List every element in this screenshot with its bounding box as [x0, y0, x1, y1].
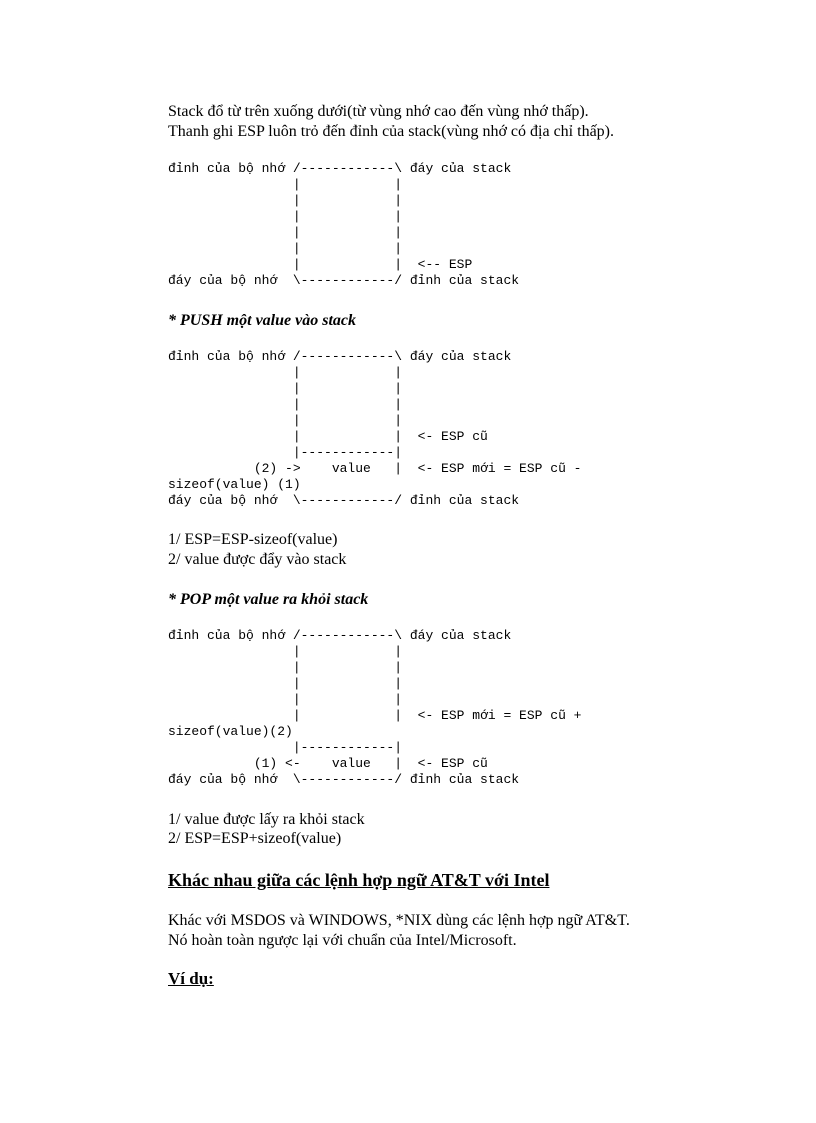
diagram-line: | |: [168, 676, 403, 691]
diagram-line: | |: [168, 225, 403, 240]
push-diagram: [168, 349, 581, 509]
diagram-line: đỉnh của bộ nhớ /------------\ đáy của stack: [168, 349, 512, 364]
pop-heading: * POP một value ra khỏi stack: [168, 591, 369, 608]
section-heading: Khác nhau giữa các lệnh hợp ngữ AT&T với Intel: [168, 870, 550, 890]
diagram-line: sizeof(value)(2): [168, 724, 293, 739]
diagram-line: sizeof(value) (1): [168, 477, 301, 492]
diagram-line: đáy của bộ nhớ \------------/ đỉnh của stack: [168, 273, 520, 288]
push-heading: * PUSH một value vào stack: [168, 312, 356, 329]
diagram-line: | |: [168, 644, 403, 659]
diagram-line: |------------|: [168, 445, 403, 460]
intro-line-2: Thanh ghi ESP luôn trỏ đến đỉnh của stack(vùng nhớ có địa chỉ thấp).: [168, 123, 614, 140]
diagram-line: | | <-- ESP: [168, 257, 473, 272]
diagram-line: | |: [168, 177, 403, 192]
example-heading: Ví dụ:: [168, 969, 214, 988]
diagram-line: | |: [168, 209, 403, 224]
intro-line-1: Stack đổ từ trên xuống dưới(từ vùng nhớ cao đến vùng nhớ thấp).: [168, 103, 589, 120]
diagram-line: |------------|: [168, 740, 403, 755]
push-step-1: 1/ ESP=ESP-sizeof(value): [168, 531, 338, 548]
stack-diagram: [168, 161, 519, 289]
diagram-line: đáy của bộ nhớ \------------/ đỉnh của stack: [168, 493, 520, 508]
diagram-line: | | <- ESP mới = ESP cũ +: [168, 708, 582, 723]
pop-step-2: 2/ ESP=ESP+sizeof(value): [168, 830, 342, 847]
diagram-line: đỉnh của bộ nhớ /------------\ đáy của stack: [168, 161, 512, 176]
diagram-line: | |: [168, 193, 403, 208]
diagram-line: | |: [168, 241, 403, 256]
diagram-line: | |: [168, 365, 403, 380]
diagram-line: | |: [168, 660, 403, 675]
push-step-2: 2/ value được đẩy vào stack: [168, 551, 347, 568]
diagram-line: | |: [168, 397, 403, 412]
section-line-2: Nó hoàn toàn ngược lại với chuẩn của Intel/Microsoft.: [168, 932, 517, 949]
diagram-line: | |: [168, 381, 403, 396]
diagram-line: | |: [168, 692, 403, 707]
diagram-line: | |: [168, 413, 403, 428]
pop-diagram: [168, 628, 581, 788]
diagram-line: | | <- ESP cũ: [168, 429, 488, 444]
diagram-line: (1) <- value | <- ESP cũ: [168, 756, 488, 771]
diagram-line: đỉnh của bộ nhớ /------------\ đáy của stack: [168, 628, 512, 643]
diagram-line: (2) -> value | <- ESP mới = ESP cũ -: [168, 461, 582, 476]
section-line-1: Khác với MSDOS và WINDOWS, *NIX dùng các lệnh hợp ngữ AT&T.: [168, 912, 630, 929]
diagram-line: đáy của bộ nhớ \------------/ đỉnh của stack: [168, 772, 520, 787]
pop-step-1: 1/ value được lấy ra khỏi stack: [168, 811, 365, 828]
